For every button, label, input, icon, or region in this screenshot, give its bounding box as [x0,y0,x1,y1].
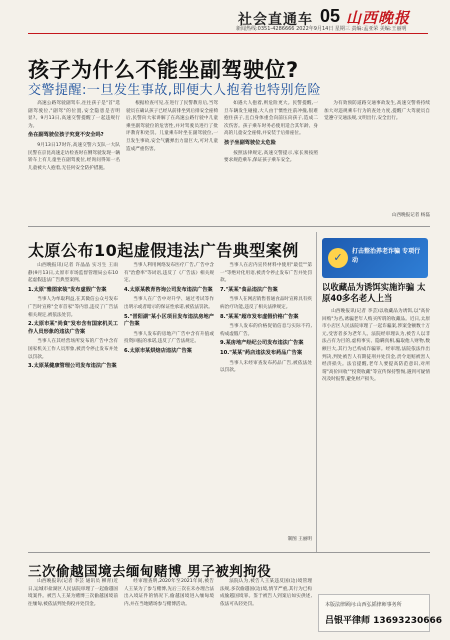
article2-column-2 [124,262,214,540]
case-heading: 4.太原某教育咨询公司发布违法广告案 [124,286,213,293]
paragraph: 根据检查可见,在进行了民警教育后,当驾驶员在确认孩子已经从前排坐到后排安全座椅后,民警向大家讲解了在高速公路行驶中儿童乘坐副驾驶位的危害性,并对驾驶员进行了批评教育和处罚。儿童乘车时坐在副驾驶位,一旦发生事故,安全气囊弹出力量巨大,可对儿童造成严重伤害。 [126,101,218,152]
article3-column-3 [220,578,312,636]
paragraph: 9月13日17时许,高速交警六支队一大队民警在京昆高速走访检查时在侧驾驶发现一辆轿车上有儿童坐在副驾驶位,经询问得知一名儿童被大人抱着,无任何安全防护措施。 [28,142,120,171]
article3-column-1 [28,578,118,636]
section-divider [28,226,430,227]
paragraph: 当事人在广告中对升学、通过考试等作出明示或者暗示的保证性承诺,被依法罚款。 [124,297,214,310]
paragraph: 高速公路驾驶副驾车,往往孩子是"首"选副驾驶位,"副驾"的位置,安全隐患是否明显?。9月13日,高速交警提醒了一起违规行为。 [28,101,120,129]
paragraph: 按照法律规定,高速交警提示,家长须按照要求规范乘车,保证孩子乘车安全。 [224,150,318,164]
page-number: 05 [320,6,341,26]
case-heading: 2.太原市某"尚食"发布含有国家机关工作人员形象的违法广告案 [28,321,118,335]
article1-column-4 [324,100,430,210]
article2-byline: 制图 王丽明 [287,537,312,542]
article1-subhead: 孩子坐副驾驶位太危险 [224,139,276,146]
paragraph: 当事人为牟取利益,在其微信公众号发布广告时宣称"全市首家"等内容,违反了广告法相关规定,被依法处罚。 [28,297,118,318]
ad-firm: 本版法律顾问:山西弘韬律师事务所 [325,602,402,608]
paragraph: 山西晚报讯(记者 许晶晶 实习生 王雨静)9月13日,太原市市场监督管理局公布10起虚假违法广告典型案例。 [28,263,118,284]
sidebar-body [322,308,430,540]
shield-icon: ✓ [328,248,348,268]
paragraph: 经审理查明,2020年至2021年间,被告人王某为了参与赌博,先后三次在未办理合法出入境证件的情况下,偷越国境进入缅甸境内,并在当地赌场参与赌博活动。 [124,579,214,607]
paragraph: 为有效预防道路交通事故发生,高速交警将持续加大对违规乘车行为的查处力度,提醒广大驾驶员自觉遵守交通法规,文明出行,安全出行。 [324,101,430,122]
article1-title: 孩子为什么不能坐副驾驶位? [28,58,299,82]
article1-subhead: 坐在副驾驶位孩子究竟不安全吗? [28,132,104,139]
legal-advisor-ad [318,594,443,632]
header-meta: 新闻热线:0351-4286666 2022年9月14日 星期三 责编:孟亚荣 美编:王丽明 [236,26,407,32]
article3-title: 三次偷越国境去缅甸赌博 男子被判拘役 [28,564,272,580]
campaign-badge-text: 打击整治养老诈骗 专项行动 [352,248,421,264]
article2-column-3 [220,262,312,534]
section-title: 社会直通车 [238,12,313,28]
article1-byline: 山西晚报记者 杨磊 [391,213,430,218]
campaign-badge [322,238,428,278]
paragraph: 法院认为,被告人王某违反国(边)境管理法规,多次偷越国(边)境,情节严重,其行为已构成偷越国境罪。鉴于被告人到案后如实供述,依法可从轻处罚。 [220,579,312,607]
article1-column-1 [28,100,120,218]
article2-column-1 [28,262,118,540]
case-heading: 7."某某"食品违法广告案 [220,286,278,293]
case-heading: 9.某房地产经纪公司发布违法广告案 [220,340,304,347]
paragraph: 山西晚报讯(记者 李芸 通讯员 柳青)近日,运城市盐湖区人民法院审理了一起偷越国境案件。被告人王某为赌博三次偷越国境前往缅甸,被依法判处拘役并处罚金。 [28,579,118,607]
article1-column-2 [126,100,218,218]
brand-logo: 山西晚报 [346,9,411,27]
sidebar-title: 以收藏品为诱饵实施诈骗 太原40多名老人上当 [322,282,426,303]
paragraph: 当事人在网店销售普通食品时宣称具有疾病治疗功能,违反了相关法律规定。 [220,297,312,310]
article2-title: 太原公布10起虚假违法广告典型案例 [28,241,299,260]
paragraph: 当事人发布的房地产广告中含有升值或投资回报的承诺,违反了广告法规定。 [124,331,214,345]
case-heading: 8."某某"超市发布虚假价格广告案 [220,313,299,320]
article3-column-2 [124,578,214,636]
case-heading: 1.太原"雅图家装"发布虚假广告案 [28,286,107,293]
paragraph: 山西晚报讯(记者 李芸)以收藏品为诱饵,以"高价回购"为名,诱骗老年人购买所谓的收藏品。近日,太原市小店区人民法院审理了一起诈骗案,涉案金额数十万元,受害者多为老年人。法院经审理认为,被告人以非法占有为目的,虚构事实、隐瞒真相,骗取他人财物,数额巨大,其行为已构成诈骗罪。经审理,法院依法作出判决,判处被告人有期徒刑并处罚金,责令退赔被害人经济损失。法官提醒,老年人要提高防范意识,对所谓"高价回收""投资收藏"等宣传保持警惕,遇到可疑情况及时报警,避免财产损失。 [322,309,430,383]
case-heading: 10."某某"药店违法发布药品广告案 [220,349,303,356]
article1-column-3 [224,100,318,218]
article1-subtitle: 交警提醒:一旦发生事故,即便大人抱着也特别危险 [28,83,322,98]
column-divider [316,232,317,552]
case-heading: 5."晋阳湖"某小区项目发布违法房地产广告案 [124,313,214,328]
paragraph: 当事人未经审查发布药品广告,被依法处以罚款。 [220,360,312,374]
masthead [0,0,450,34]
paragraph: 如遇大人抱着,则危险更大。民警提醒,一旦车辆发生碰撞,大人由于惯性往前冲撞,很难抱住孩子,且自身体重会向前压向孩子,造成二次伤害。孩子乘车时务必使用适合其年龄、身高的儿童安全座椅,并安装于后排座位。 [224,101,318,137]
paragraph: 当事人在店内宣传材料中使用"最佳""第一"等绝对化用语,被责令停止发布广告并处罚款。 [220,263,312,284]
case-heading: 6.太原市某烘焙店违法广告案 [124,347,192,354]
section-divider [28,552,430,553]
header-rule [28,33,428,34]
paragraph: 当事人发布的价格促销信息与实际不符,构成虚假广告。 [220,324,312,337]
paragraph: 当事人在其经营场所发布的广告中含有国家机关工作人员形象,被责令停止发布并处以罚款。 [28,339,118,360]
case-heading: 3.太原某健康管理公司发布违法广告案 [28,363,117,370]
ad-contact: 吕银平律师 13693230666 [325,616,443,626]
paragraph: 当事人利用网络发布医疗广告,广告中含有"治愈率"等词语,违反了《广告法》相关规定。 [124,263,214,284]
